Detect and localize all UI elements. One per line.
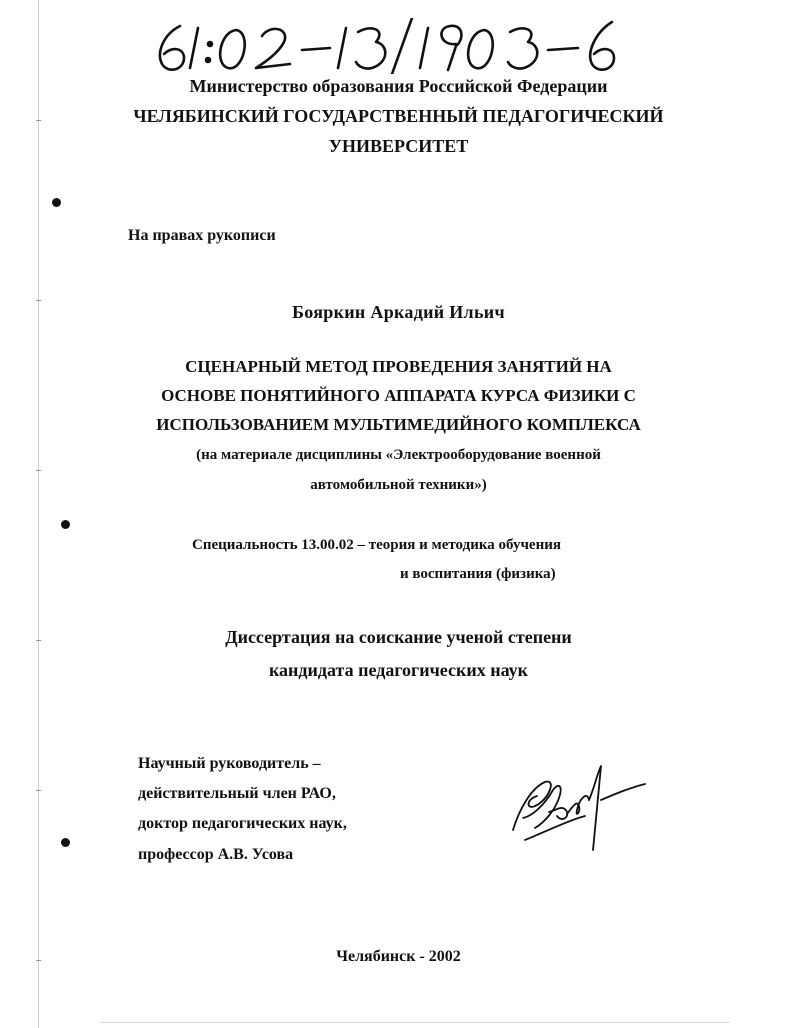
university-name-line-2: УНИВЕРСИТЕТ [328,136,469,156]
scan-edge-mark [36,470,41,471]
scan-bottom-edge [100,1022,730,1023]
binding-hole-mark [61,838,70,847]
degree-line-1: Диссертация на соискание ученой степени [225,627,572,647]
city-year: Челябинск - 2002 [336,948,461,965]
title-line-2: ОСНОВЕ ПОНЯТИЙНОГО АППАРАТА КУРСА ФИЗИКИ С [161,386,636,405]
scan-edge-mark [36,300,41,301]
binding-hole-mark [52,198,61,207]
binding-hole-mark [61,520,70,529]
specialty-line-1: Специальность 13.00.02 – теория и методика обучения [192,537,561,553]
university-name-line-1: ЧЕЛЯБИНСКИЙ ГОСУДАРСТВЕННЫЙ ПЕДАГОГИЧЕСКИЙ [133,106,664,126]
subtitle-line-2: автомобильной техники») [310,477,487,493]
supervisor-line-1: Научный руководитель – [138,755,321,772]
subtitle-line-1: (на материале дисциплины «Электрооборудование военной [196,447,601,463]
supervisor-signature [505,760,655,860]
handwritten-registry-number [150,18,620,74]
rights-note: На правах рукописи [128,227,276,244]
degree-line-2: кандидата педагогических наук [268,660,529,680]
ministry-name: Министерство образования Российской Федерации [189,76,608,96]
scan-edge-mark [36,790,41,791]
title-line-3: ИСПОЛЬЗОВАНИЕМ МУЛЬТИМЕДИЙНОГО КОМПЛЕКСА [156,415,641,434]
supervisor-line-4: профессор А.В. Усова [138,846,294,863]
title-line-1: СЦЕНАРНЫЙ МЕТОД ПРОВЕДЕНИЯ ЗАНЯТИЙ НА [185,357,612,376]
supervisor-line-2: действительный член РАО, [138,785,336,802]
author-name: Бояркин Аркадий Ильич [292,302,505,322]
specialty-line-2: и воспитания (физика) [400,566,556,582]
supervisor-line-3: доктор педагогических наук, [138,815,347,832]
